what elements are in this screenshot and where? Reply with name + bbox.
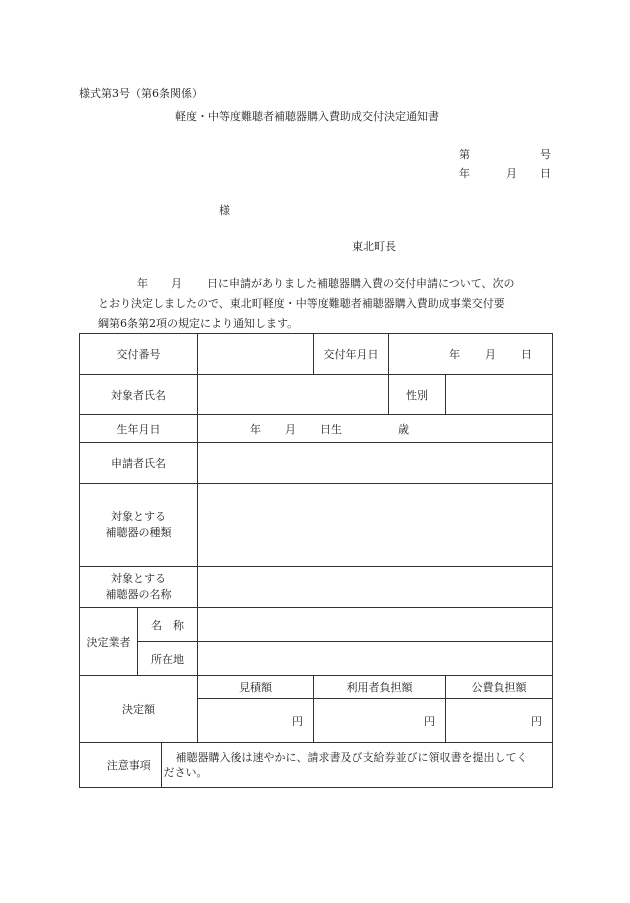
notes-label-text: 注意事項 — [106, 759, 151, 772]
applicant-name-label: 申請者氏名 — [80, 443, 198, 484]
row-vendor-name — [80, 608, 553, 642]
issuer-name: 東北町長 — [352, 240, 396, 253]
aid-name-label-line-1: 対象とする — [111, 572, 166, 585]
row-aid-name — [80, 567, 553, 608]
decision-table — [79, 333, 553, 788]
birth-year: 年 — [250, 422, 261, 436]
form-number: 様式第3号（第6条関係） — [79, 87, 203, 100]
aid-type-label — [80, 484, 198, 567]
estimate-label: 見積額 — [198, 676, 314, 699]
aid-name-label-line-2: 補聴器の名称 — [105, 588, 172, 601]
subject-name-label: 対象者氏名 — [80, 375, 198, 415]
paragraph-line-3: 綱第6条第2項の規定により通知します。 — [98, 317, 299, 330]
user-burden-label: 利用者負担額 — [314, 676, 446, 699]
birth-month: 月 — [285, 422, 296, 436]
grant-number-label: 交付番号 — [80, 334, 198, 375]
notes-divider — [161, 743, 162, 787]
aid-type-field[interactable] — [198, 484, 553, 567]
row-aid-type — [80, 484, 553, 567]
notice-paragraph — [79, 274, 554, 334]
paragraph-year: 年 — [137, 277, 148, 290]
notes-label — [80, 743, 198, 788]
doc-number-suffix: 号 — [540, 148, 551, 161]
applicant-name-field[interactable] — [198, 443, 553, 484]
grant-number-field[interactable] — [198, 334, 314, 375]
date-month: 月 — [506, 167, 517, 180]
sex-label: 性別 — [389, 375, 446, 415]
row-applicant-name — [80, 443, 553, 484]
addressee-suffix: 様 — [219, 204, 230, 217]
aid-type-label-line-1: 対象とする — [111, 510, 166, 523]
notes-text — [163, 743, 553, 788]
document-title: 軽度・中等度難聴者補聴器購入費助成交付決定通知書 — [175, 110, 439, 123]
vendor-name-label: 名 称 — [138, 608, 198, 642]
aid-type-label-line-2: 補聴器の種類 — [105, 526, 172, 539]
paragraph-month: 月 — [171, 277, 182, 290]
estimate-field[interactable] — [198, 699, 314, 743]
row-vendor-address — [80, 642, 553, 676]
age-suffix: 歳 — [398, 422, 409, 436]
grant-date-month: 月 — [485, 348, 496, 361]
vendor-name-field[interactable] — [198, 608, 553, 642]
aid-name-field[interactable] — [198, 567, 553, 608]
notes-line-2: ださい。 — [163, 766, 208, 779]
row-subject-name — [80, 375, 553, 415]
amount-label: 決定額 — [80, 676, 198, 743]
public-burden-label: 公費負担額 — [446, 676, 553, 699]
date-year: 年 — [459, 167, 470, 180]
birth-day: 日生 — [320, 422, 342, 436]
row-amount-headers — [80, 676, 553, 699]
row-grant-number — [80, 334, 553, 375]
row-notes — [80, 743, 553, 788]
birth-date-label: 生年月日 — [80, 415, 198, 443]
subject-name-field[interactable] — [198, 375, 389, 415]
paragraph-line-2: とおり決定しましたので、東北町軽度・中等度難聴者補聴器購入費助成事業交付要 — [98, 297, 505, 310]
grant-date-field[interactable] — [389, 334, 553, 375]
birth-date-field[interactable] — [198, 415, 553, 443]
public-burden-field[interactable] — [446, 699, 553, 743]
aid-name-label — [80, 567, 198, 608]
user-burden-field[interactable] — [314, 699, 446, 743]
paragraph-line-1-text: 日に申請がありました補聴器購入費の交付申請について、次の — [207, 277, 515, 290]
doc-number-prefix: 第 — [459, 148, 470, 161]
notes-line-1: 補聴器購入後は速やかに、請求書及び支給券並びに領収書を提出してく — [175, 751, 528, 764]
estimate-yen: 円 — [292, 714, 303, 728]
sex-field[interactable] — [446, 375, 553, 415]
user-burden-yen: 円 — [424, 714, 435, 728]
grant-date-label: 交付年月日 — [314, 334, 389, 375]
vendor-address-field[interactable] — [198, 642, 553, 676]
public-burden-yen: 円 — [531, 714, 542, 728]
paragraph-line-1 — [79, 274, 554, 294]
vendor-label: 決定業者 — [80, 608, 138, 676]
grant-date-day: 日 — [521, 348, 532, 361]
grant-date-year: 年 — [449, 348, 460, 361]
vendor-address-label: 所在地 — [138, 642, 198, 676]
date-day: 日 — [540, 167, 551, 180]
row-birth-date — [80, 415, 553, 443]
